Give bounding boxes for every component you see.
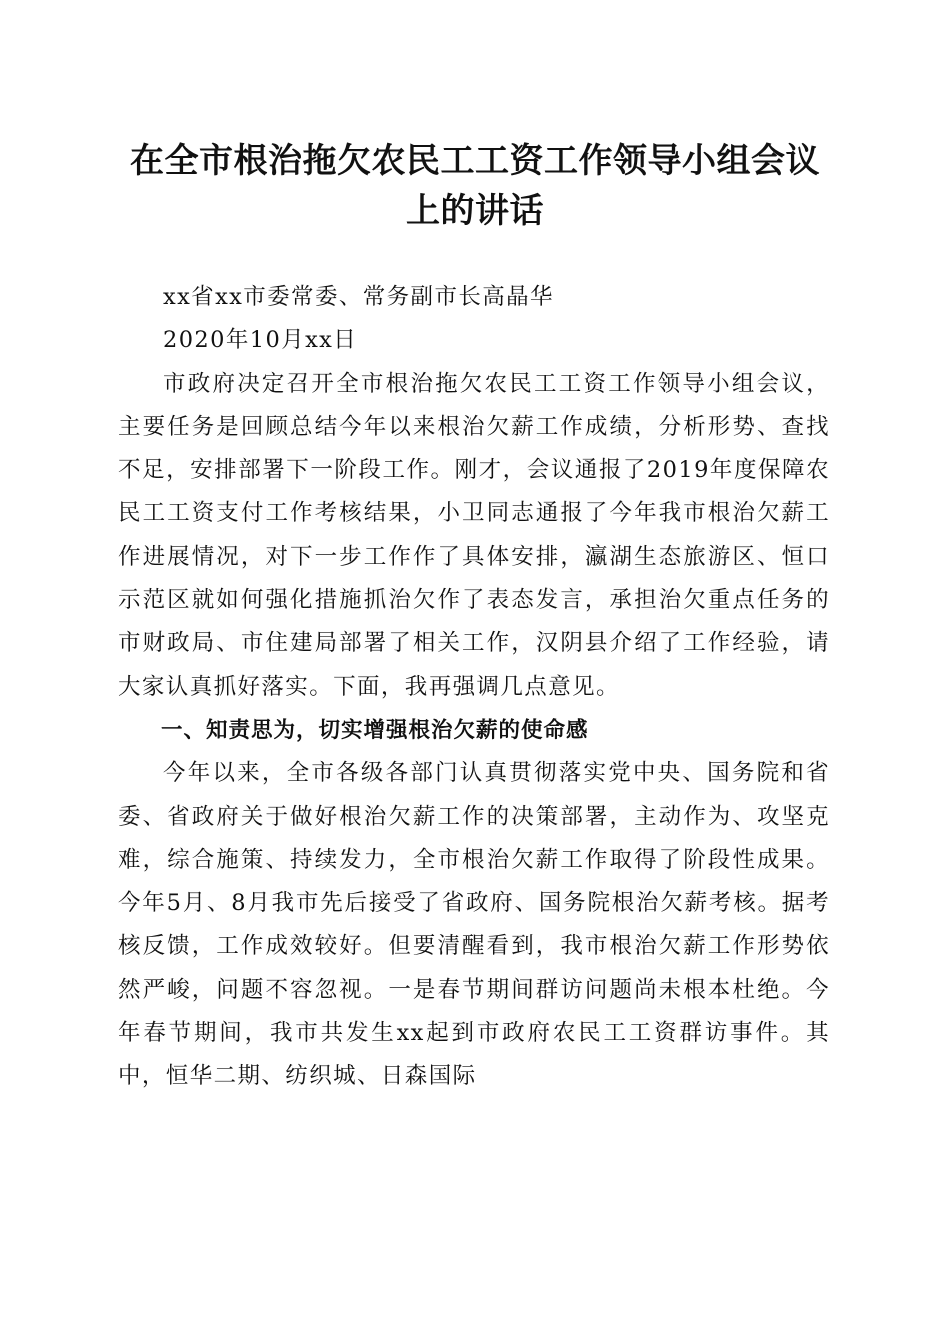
paragraph-2: 今年以来，全市各级各部门认真贯彻落实党中央、国务院和省委、省政府关于做好根治欠薪工作的决策部署，主动作为、攻坚克难，综合施策、持续发力，全市根治欠薪工作取得了阶段性成果。今年5月、8月我市先后接受了省政府、国务院根治欠薪考核。据考核反馈，工作成效较好。但要清醒看到，我市根治欠薪工作形势依然严峻，问题不容忽视。一是春节期间群访问题尚未根本杜绝。今年春节期间，我市共发生xx起到市政府农民工工资群访事件。其中，恒华二期、纺织城、日森国际 (118, 760, 830, 1090)
speaker-line: xx省xx市委常委、常务副市长高晶华 (163, 284, 554, 310)
title-line-2: 上的讲话 (406, 191, 544, 231)
section-1-heading: 一、知责思为，切实增强根治欠薪的使命感 (161, 717, 589, 743)
document-body (118, 276, 830, 1099)
date-line: 2020年10月xx日 (163, 327, 358, 354)
title-line-1: 在全市根治拖欠农民工工资工作领导小组会议 (130, 141, 820, 181)
paragraph-1: 市政府决定召开全市根治拖欠农民工工资工作领导小组会议，主要任务是回顾总结今年以来根治欠薪工作成绩，分析形势、查找不足，安排部署下一阶段工作。刚才，会议通报了2019年度保障农民工工资支付工作考核结果，小卫同志通报了今年我市根治欠薪工作进展情况，对下一步工作作了具体安排，瀛湖生态旅游区、恒口示范区就如何强化措施抓治欠作了表态发言，承担治欠重点任务的市财政局、市住建局部署了相关工作，汉阴县介绍了工作经验，请大家认真抓好落实。下面，我再强调几点意见。 (118, 370, 830, 700)
document-title (110, 136, 840, 236)
